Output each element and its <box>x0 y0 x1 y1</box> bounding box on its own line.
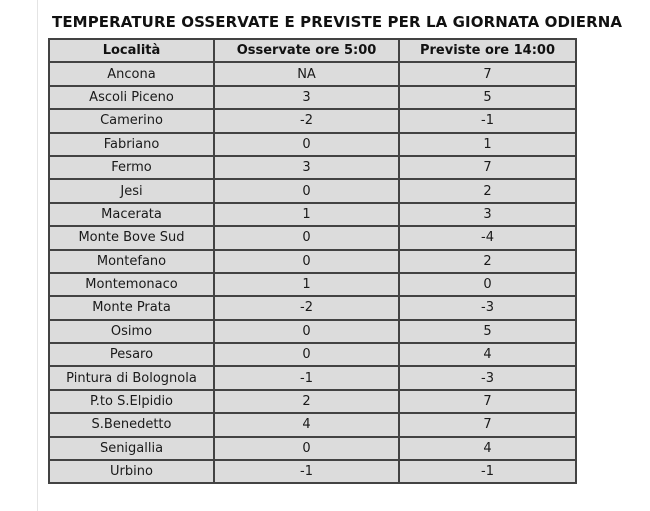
table-row <box>49 320 576 343</box>
forecast-temp-cell: -1 <box>399 460 576 483</box>
forecast-temp-cell: 5 <box>399 320 576 343</box>
column-header-observed: Osservate ore 5:00 <box>214 39 399 62</box>
forecast-temp-cell: 2 <box>399 179 576 202</box>
forecast-temp-cell: 2 <box>399 250 576 273</box>
locality-cell: Fermo <box>49 156 214 179</box>
page-title: TEMPERATURE OSSERVATE E PREVISTE PER LA GIORNATA ODIERNA <box>52 13 623 31</box>
observed-temp-cell: 1 <box>214 273 399 296</box>
table-row <box>49 250 576 273</box>
locality-cell: Senigallia <box>49 437 214 460</box>
forecast-temp-cell: 7 <box>399 156 576 179</box>
forecast-temp-cell: 4 <box>399 343 576 366</box>
observed-temp-cell: 0 <box>214 179 399 202</box>
content-area <box>48 13 622 484</box>
forecast-temp-cell: 5 <box>399 86 576 109</box>
forecast-temp-cell: 3 <box>399 203 576 226</box>
observed-temp-cell: 0 <box>214 320 399 343</box>
observed-temp-cell: 3 <box>214 86 399 109</box>
table-row <box>49 86 576 109</box>
locality-cell: Montefano <box>49 250 214 273</box>
observed-temp-cell: NA <box>214 62 399 85</box>
locality-cell: Monte Bove Sud <box>49 226 214 249</box>
table-row <box>49 296 576 319</box>
observed-temp-cell: 0 <box>214 343 399 366</box>
locality-cell: Ascoli Piceno <box>49 86 214 109</box>
locality-cell: Camerino <box>49 109 214 132</box>
table-row <box>49 460 576 483</box>
observed-temp-cell: 0 <box>214 226 399 249</box>
column-header-forecast: Previste ore 14:00 <box>399 39 576 62</box>
observed-temp-cell: 0 <box>214 133 399 156</box>
table-row <box>49 62 576 85</box>
observed-temp-cell: 0 <box>214 437 399 460</box>
table-row <box>49 156 576 179</box>
locality-cell: Fabriano <box>49 133 214 156</box>
observed-temp-cell: -2 <box>214 109 399 132</box>
locality-cell: Monte Prata <box>49 296 214 319</box>
forecast-temp-cell: 0 <box>399 273 576 296</box>
forecast-temp-cell: -4 <box>399 226 576 249</box>
forecast-temp-cell: 1 <box>399 133 576 156</box>
forecast-temp-cell: -1 <box>399 109 576 132</box>
observed-temp-cell: 4 <box>214 413 399 436</box>
observed-temp-cell: -1 <box>214 366 399 389</box>
locality-cell: Pintura di Bolognola <box>49 366 214 389</box>
locality-cell: P.to S.Elpidio <box>49 390 214 413</box>
table-row <box>49 203 576 226</box>
locality-cell: Macerata <box>49 203 214 226</box>
table-row <box>49 343 576 366</box>
observed-temp-cell: -2 <box>214 296 399 319</box>
forecast-temp-cell: 4 <box>399 437 576 460</box>
locality-cell: Ancona <box>49 62 214 85</box>
observed-temp-cell: -1 <box>214 460 399 483</box>
table-row <box>49 109 576 132</box>
observed-temp-cell: 3 <box>214 156 399 179</box>
table-row <box>49 133 576 156</box>
table-row <box>49 390 576 413</box>
forecast-temp-cell: 7 <box>399 62 576 85</box>
table-row <box>49 179 576 202</box>
locality-cell: Pesaro <box>49 343 214 366</box>
header-row <box>49 39 576 62</box>
temperature-table <box>48 38 577 484</box>
forecast-temp-cell: 7 <box>399 413 576 436</box>
forecast-temp-cell: -3 <box>399 366 576 389</box>
observed-temp-cell: 1 <box>214 203 399 226</box>
table-row <box>49 413 576 436</box>
locality-cell: S.Benedetto <box>49 413 214 436</box>
observed-temp-cell: 2 <box>214 390 399 413</box>
observed-temp-cell: 0 <box>214 250 399 273</box>
table-row <box>49 226 576 249</box>
locality-cell: Montemonaco <box>49 273 214 296</box>
column-header-locality: Località <box>49 39 214 62</box>
table-row <box>49 273 576 296</box>
table-row <box>49 437 576 460</box>
table-row <box>49 366 576 389</box>
locality-cell: Jesi <box>49 179 214 202</box>
locality-cell: Urbino <box>49 460 214 483</box>
locality-cell: Osimo <box>49 320 214 343</box>
forecast-temp-cell: 7 <box>399 390 576 413</box>
forecast-temp-cell: -3 <box>399 296 576 319</box>
page-frame-divider <box>37 0 38 511</box>
